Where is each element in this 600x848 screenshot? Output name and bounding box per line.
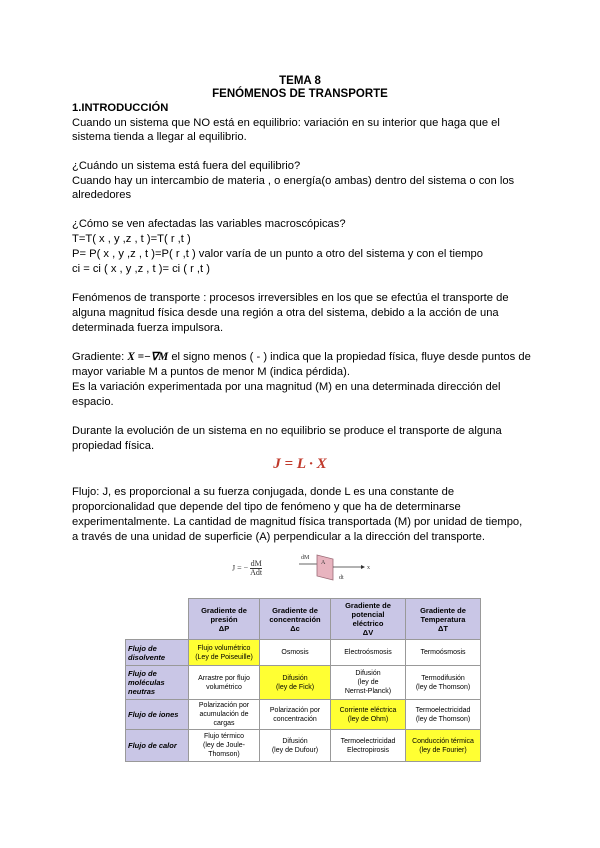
column-header-pressure: Gradiente de presión ΔP	[189, 599, 260, 640]
column-header-temperature: Gradiente de Temperatura ΔT	[406, 599, 481, 640]
transport-line-2: alguna magnitud física desde una región a otra del sistema, debido a la acción de una	[72, 307, 499, 319]
row-header-ion-flux: Flujo de iones	[126, 700, 189, 730]
row-header-neutral-molecule-flux: Flujo de moléculas neutras	[126, 666, 189, 700]
intro-line-2: sistema tienda a llegar al equilibrio.	[72, 131, 247, 143]
transport-phenomena-table	[125, 598, 481, 762]
variable-ci: ci = ci ( x , y ,z , t )= ci ( r ,t )	[72, 263, 210, 275]
table-cell: Conducción térmica (ley de Fourier)	[406, 730, 481, 762]
flux-definition-numerator: dM	[250, 559, 262, 568]
table-cell: Electroósmosis	[331, 640, 406, 666]
x-axis-arrowhead-icon	[361, 565, 365, 569]
transport-line-1: Fenómenos de transporte : procesos irreversibles en los que se efectúa el transporte de	[72, 292, 509, 304]
table-cell: Polarización por concentración	[260, 700, 331, 730]
table-row-solvent-flux	[126, 640, 481, 666]
evolution-line-1: Durante la evolución de un sistema en no equilibrio se produce el transporte de alguna	[72, 425, 502, 437]
table-cell: Difusión (ley de Dufour)	[260, 730, 331, 762]
document-title: TEMA 8	[279, 75, 321, 87]
table-cell: Arrastre por flujo volumétrico	[189, 666, 260, 700]
table-cell: Termoósmosis	[406, 640, 481, 666]
transport-line-3: determinada fuerza impulsora.	[72, 322, 224, 334]
variable-t: T=T( x , y ,z , t )=T( r ,t )	[72, 233, 191, 245]
flux-definition-formula	[232, 560, 262, 577]
flux-line-4: a través de una unidad de superficie (A) perpendicular a la dirección del transporte.	[72, 531, 485, 543]
gradient-line-3: Es la variación experimentada por una magnitud (M) en una determinada dirección del	[72, 381, 501, 393]
table-cell: Difusión (ley de Nernst-Planck)	[331, 666, 406, 700]
flux-line-1: Flujo: J, es proporcional a su fuerza conjugada, donde L es una constante de	[72, 486, 455, 498]
flux-formula: J = L · X	[273, 456, 327, 472]
table-cell: Osmosis	[260, 640, 331, 666]
table-corner-cell	[126, 599, 189, 640]
table-cell: Termoelectricidad (ley de Thomson)	[406, 700, 481, 730]
gradient-line-4: espacio.	[72, 396, 114, 408]
flux-line-3: experimentalmente. La cantidad de magnitud física transportada (M) por unidad de tiempo,	[72, 516, 523, 528]
table-cell: Polarización por acumulación de cargas	[189, 700, 260, 730]
table-cell: Termodifusión (ley de Thomson)	[406, 666, 481, 700]
table-header-row	[126, 599, 481, 640]
table-cell: Flujo volumétrico (Ley de Poiseuille)	[189, 640, 260, 666]
intro-line-1: Cuando un sistema que NO está en equilibrio: variación en su interior que haga que el	[72, 117, 500, 129]
surface-plane-shape	[317, 555, 333, 580]
gradient-formula: X =−∇M	[127, 351, 169, 363]
gradient-label: Gradiente:	[72, 351, 125, 363]
table-row-ion-flux	[126, 700, 481, 730]
table-row-neutral-molecule-flux	[126, 666, 481, 700]
flux-line-2: proporcionalidad que depende del tipo de fenómeno y que ha de determinarse	[72, 501, 461, 513]
question-2: ¿Cómo se ven afectadas las variables macroscópicas?	[72, 218, 346, 230]
column-header-electric-potential: Gradiente de potencial eléctrico ΔV	[331, 599, 406, 640]
row-header-heat-flux: Flujo de calor	[126, 730, 189, 762]
answer-1-line-2: alrededores	[72, 189, 132, 201]
gradient-line-1-rest: el signo menos ( - ) indica que la propiedad física, fluye desde puntos de	[171, 351, 531, 363]
section-heading: 1.INTRODUCCIÓN	[72, 102, 169, 114]
variable-p: P= P( x , y ,z , t )=P( r ,t ) valor varía de un punto a otro del sistema y con el tiempo	[72, 248, 484, 260]
row-header-solvent-flux: Flujo de disolvente	[126, 640, 189, 666]
diagram-label-a: A	[321, 560, 326, 566]
column-header-concentration: Gradiente de concentración Δc	[260, 599, 331, 640]
evolution-line-2: propiedad física.	[72, 440, 155, 452]
table-row-heat-flux	[126, 730, 481, 762]
diagram-label-dt: dt	[339, 575, 344, 581]
flux-surface-diagram	[295, 550, 375, 586]
answer-1-line-1: Cuando hay un intercambio de materia , o energía(o ambas) dentro del sistema o con los	[72, 175, 515, 187]
table-cell: Corriente eléctrica (ley de Ohm)	[331, 700, 406, 730]
flux-definition-lhs: J = −	[232, 563, 249, 573]
table-cell: Termoelectricidad Electropirosis	[331, 730, 406, 762]
diagram-label-dm: dM	[301, 555, 310, 561]
table-cell: Difusión (ley de Fick)	[260, 666, 331, 700]
document-subtitle: FENÓMENOS DE TRANSPORTE	[212, 88, 388, 100]
diagram-label-x: x	[367, 565, 370, 571]
table-cell: Flujo térmico (ley de Joule- Thomson)	[189, 730, 260, 762]
gradient-line-1	[72, 350, 531, 364]
gradient-line-2: mayor variable M a puntos de menor M (indica pérdida).	[72, 366, 350, 378]
flux-definition-denominator: Adt	[250, 568, 263, 577]
question-1: ¿Cuándo un sistema está fuera del equilibrio?	[72, 160, 301, 172]
